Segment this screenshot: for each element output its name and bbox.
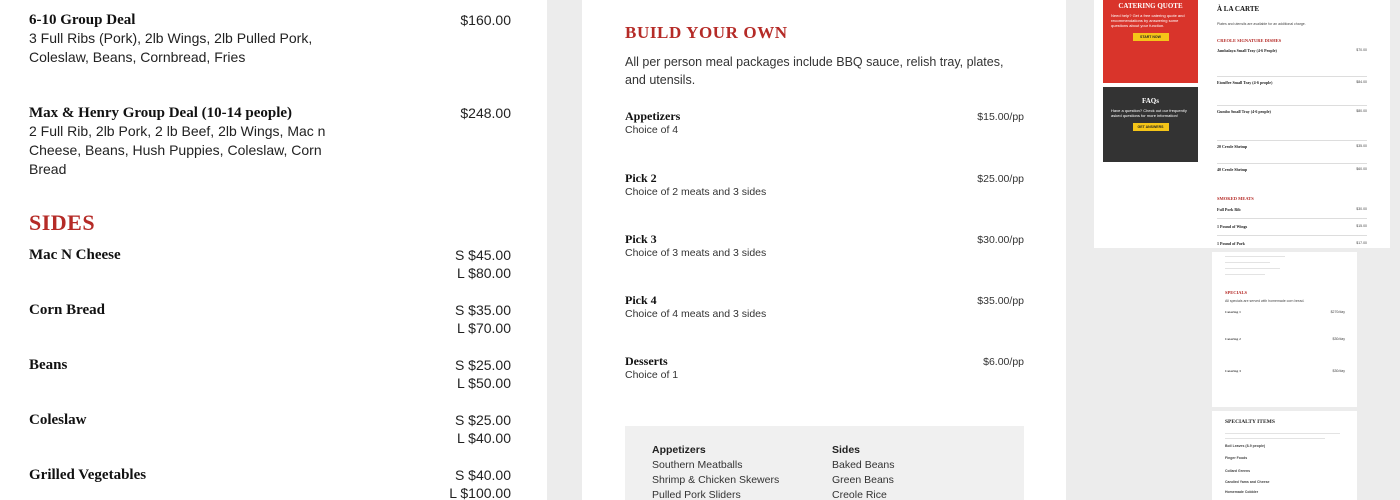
appetizer-options (652, 443, 779, 500)
special-name: Catering 1 (1225, 310, 1241, 314)
build-your-own-intro: All per person meal packages include BBQ sauce, relish tray, plates, and utensils. (625, 55, 1004, 87)
deal-price: $160.00 (460, 12, 511, 28)
price-large: L $80.00 (457, 265, 511, 281)
package-name: Desserts (625, 354, 668, 368)
price-small: S $25.00 (454, 412, 511, 428)
package-item (625, 232, 1024, 261)
creole-item-price: $35.00 (1356, 144, 1367, 148)
appetizer-options-heading: Appetizers (652, 444, 706, 456)
side-item (29, 246, 519, 281)
creole-item (1217, 80, 1367, 85)
package-name: Pick 2 (625, 171, 657, 185)
creole-item (1217, 144, 1367, 149)
page-thumbnail-alacarte[interactable] (1094, 0, 1390, 248)
specials-note: All specials are served with homemade corn bread. (1225, 299, 1305, 303)
specialty-heading: SPECIALTY ITEMS (1225, 419, 1275, 425)
creole-item-name: Gumbo Small Tray (4-6 people) (1217, 109, 1271, 114)
specials-heading: SPECIALS (1225, 290, 1248, 295)
special-name: Catering 3 (1225, 369, 1241, 373)
divider (1217, 140, 1367, 141)
divider (1217, 105, 1367, 106)
text-line (1225, 256, 1285, 257)
build-your-own-page (582, 0, 1066, 500)
side-name: Coleslaw (29, 412, 87, 428)
creole-item-price: $80.00 (1356, 109, 1367, 113)
text-line (1225, 438, 1325, 439)
creole-item (1217, 48, 1367, 53)
side-option: Baked Beans (832, 459, 895, 471)
options-box (625, 426, 1024, 500)
special-name: Catering 2 (1225, 337, 1241, 341)
specialty-item: Candied Yams and Cheese (1225, 480, 1270, 484)
text-line (1225, 433, 1340, 434)
package-description: Choice of 2 meats and 3 sides (625, 186, 767, 198)
side-prices (449, 466, 511, 500)
creole-item (1217, 167, 1367, 172)
creole-item-price: $70.00 (1356, 48, 1367, 52)
creole-item-price: $84.00 (1356, 80, 1367, 84)
smoked-item-name: 1 Pound of Wings (1217, 224, 1248, 229)
smoked-item (1217, 207, 1367, 212)
package-price: $15.00/pp (977, 111, 1024, 123)
deal-item (29, 11, 519, 67)
creole-item-name: 20 Creole Shrimp (1217, 144, 1248, 149)
package-price: $6.00/pp (983, 356, 1024, 368)
deal-description: 3 Full Ribs (Pork), 2lb Wings, 2lb Pulled Pork, Coleslaw, Beans, Cornbread, Fries (29, 30, 313, 65)
deal-name: Max & Henry Group Deal (10-14 people) (29, 105, 293, 121)
creole-heading: CREOLE SIGNATURE DISHES (1217, 38, 1282, 43)
price-large: L $100.00 (449, 485, 511, 500)
smoked-item-name: 1 Pound of Pork (1217, 241, 1245, 246)
alacarte-note: Plates and utensils are available for an additional charge. (1217, 22, 1306, 26)
menu-page-left (0, 0, 547, 500)
side-item (29, 301, 519, 336)
side-name: Beans (29, 357, 68, 373)
package-price: $30.00/pp (977, 234, 1024, 246)
side-option: Creole Rice (832, 489, 887, 500)
package-description: Choice of 1 (625, 369, 679, 381)
appetizer-option: Southern Meatballs (652, 459, 743, 471)
special-price: $270/day (1330, 310, 1345, 314)
deal-name: 6-10 Group Deal (29, 12, 136, 28)
side-item (29, 356, 519, 391)
page-thumbnail-specials[interactable] (1212, 252, 1357, 407)
creole-item-name: 40 Creole Shrimp (1217, 167, 1248, 172)
price-small: S $25.00 (454, 357, 511, 373)
deal-price: $248.00 (460, 105, 511, 121)
side-name: Mac N Cheese (29, 247, 121, 263)
promo-title: FAQs (1142, 97, 1159, 105)
sides-heading: SIDES (29, 210, 96, 235)
promo-text: Have a question? Check out our frequently asked questions for more information! (1111, 108, 1187, 118)
text-line (1225, 268, 1280, 269)
special-item (1225, 337, 1345, 342)
creole-item (1217, 109, 1367, 114)
promo-title: CATERING QUOTE (1118, 2, 1183, 10)
smoked-item-price: $30.00 (1356, 207, 1367, 211)
price-large: L $40.00 (457, 430, 511, 446)
package-item (625, 354, 1024, 383)
package-description: Choice of 4 (625, 124, 679, 136)
text-line (1225, 262, 1270, 263)
deal-description: 2 Full Rib, 2lb Pork, 2 lb Beef, 2lb Wings, Mac n Cheese, Beans, Hush Puppies, Coleslaw, Corn Bread (29, 123, 326, 177)
build-your-own-title: BUILD YOUR OWN (625, 23, 788, 42)
divider (1217, 235, 1367, 236)
package-price: $25.00/pp (977, 173, 1024, 185)
smoked-meats-heading: SMOKED MEATS (1217, 196, 1254, 201)
side-item (29, 466, 519, 500)
side-name: Grilled Vegetables (29, 467, 147, 483)
package-name: Appetizers (625, 109, 681, 123)
package-item (625, 171, 1024, 200)
package-name: Pick 4 (625, 293, 657, 307)
creole-item-name: Etouffee Small Tray (4-6 people) (1217, 80, 1273, 85)
smoked-item (1217, 241, 1367, 246)
smoked-item (1217, 224, 1367, 229)
faqs-promo (1103, 87, 1198, 162)
creole-item-price: $60.00 (1356, 167, 1367, 171)
price-small: S $40.00 (454, 467, 511, 483)
promo-text: Need help? Get a free catering quote and recommendations by answering some questions about your function. (1111, 13, 1185, 28)
specialty-item: Finger Foods (1225, 456, 1248, 460)
appetizer-option: Pulled Pork Sliders (652, 489, 741, 500)
price-small: S $35.00 (454, 302, 511, 318)
side-option: Green Beans (832, 474, 894, 486)
specialty-item: Homemade Cobbler (1225, 490, 1259, 494)
get-answers-button[interactable]: GET ANSWERS (1133, 123, 1169, 131)
smoked-item-price: $17.00 (1356, 241, 1367, 245)
side-item (29, 411, 519, 446)
divider (1217, 76, 1367, 77)
price-large: L $70.00 (457, 320, 511, 336)
deal-item (29, 104, 519, 179)
catering-quote-promo (1103, 0, 1198, 83)
package-description: Choice of 3 meats and 3 sides (625, 247, 767, 259)
alacarte-title: À LA CARTE (1217, 5, 1260, 13)
package-price: $35.00/pp (977, 295, 1024, 307)
package-item (625, 293, 1024, 322)
text-line (1225, 274, 1265, 275)
package-name: Pick 3 (625, 232, 657, 246)
side-prices (455, 301, 511, 337)
side-name: Corn Bread (29, 302, 105, 318)
divider (1217, 163, 1367, 164)
special-price: $30/day (1332, 337, 1345, 341)
page-thumbnail-specialty[interactable] (1212, 411, 1357, 500)
special-item (1225, 310, 1345, 315)
special-item (1225, 369, 1345, 374)
side-prices (455, 246, 511, 282)
package-item (625, 109, 1024, 138)
price-small: S $45.00 (454, 247, 511, 263)
package-description: Choice of 4 meats and 3 sides (625, 308, 767, 320)
creole-item-name: Jambalaya Small Tray (4-6 People) (1217, 48, 1277, 53)
smoked-item-name: Full Pork Rib (1217, 207, 1241, 212)
price-large: L $50.00 (457, 375, 511, 391)
divider (1217, 218, 1367, 219)
appetizer-option: Shrimp & Chicken Skewers (652, 474, 780, 486)
specialty-item: Boil Leaves (8-9 people) (1225, 444, 1266, 448)
specialty-item: Collard Greens (1225, 469, 1251, 473)
side-prices (455, 356, 511, 392)
side-prices (455, 411, 511, 447)
smoked-item-price: $15.00 (1356, 224, 1367, 228)
side-options (832, 443, 894, 500)
start-now-button[interactable]: START NOW (1133, 33, 1169, 41)
side-options-heading: Sides (832, 444, 861, 456)
special-price: $30/day (1332, 369, 1345, 373)
